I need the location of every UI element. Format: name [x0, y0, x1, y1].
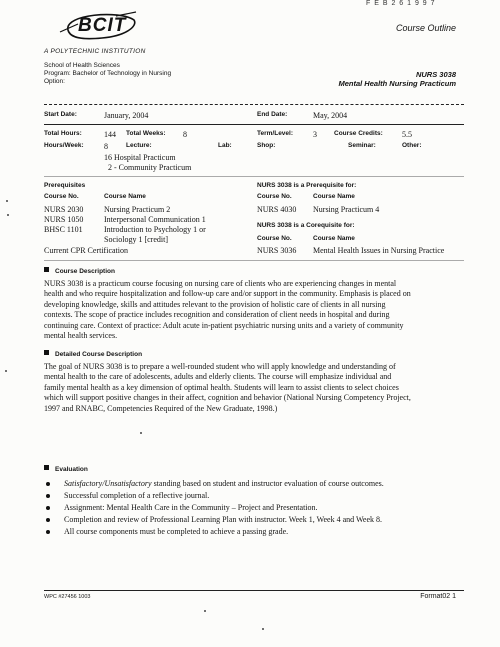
coreq-row-no: NURS 3036 [257, 246, 297, 255]
coreq-heading: NURS 3038 is a Corequisite for: [257, 222, 355, 229]
scan-speck [262, 628, 264, 630]
prereq-row-no: BHSC 1101 [44, 225, 83, 234]
course-description-heading: Course Description [44, 267, 115, 276]
prereq-row-no: NURS 1050 [44, 215, 84, 224]
prereq-col-name: Course Name [104, 193, 146, 200]
prereq-row-name: Interpersonal Communication 1 [104, 215, 206, 224]
prereq-row-name: Introduction to Psychology 1 or [104, 225, 206, 234]
coreq-col-name: Course Name [313, 235, 355, 242]
prereq-for-heading: NURS 3038 is a Prerequisite for: [257, 182, 357, 189]
hours-week-label: Hours/Week: [44, 142, 84, 149]
coreq-col-no: Course No. [257, 235, 292, 242]
prereq-row-name: Sociology 1 [credit] [104, 235, 168, 244]
evaluation-item: All course components must be completed to achieve a passing grade. [64, 527, 289, 536]
total-hours-label: Total Hours: [44, 130, 82, 137]
component-community: 2 - Community Practicum [108, 163, 192, 172]
prerequisites-heading: Prerequisites [44, 182, 86, 189]
evaluation-item: Satisfactory/Unsatisfactory standing based on student and instructor evaluation of course outcomes. [64, 479, 384, 488]
detailed-description-heading: Detailed Course Description [44, 350, 142, 359]
coreq-row-name: Mental Health Issues in Nursing Practice [313, 246, 445, 255]
evaluation-item: Completion and review of Professional Learning Plan with instructor. Week 1, Week 4 and Week 8. [64, 515, 382, 524]
prereq-col-no: Course No. [44, 193, 79, 200]
document-type: Course Outline [395, 23, 456, 33]
prereq-extra: Current CPR Certification [44, 246, 128, 255]
component-hospital: 16 Hospital Practicum [104, 153, 176, 162]
prereq-for-col-no: Course No. [257, 193, 292, 200]
evaluation-item: Assignment: Mental Health Care in the Community – Project and Presentation. [64, 503, 318, 512]
total-hours-value: 144 [104, 130, 116, 139]
evaluation-heading: Evaluation [44, 465, 88, 474]
course-title: Mental Health Nursing Practicum [338, 79, 456, 88]
prereq-row-no: NURS 2030 [44, 205, 84, 214]
bcit-logo [56, 10, 140, 44]
start-date-value: January, 2004 [104, 111, 149, 120]
term-level-label: Term/Level: [257, 130, 294, 137]
scan-speck [5, 370, 7, 372]
seminar-label: Seminar: [348, 142, 376, 149]
start-date-label: Start Date: [44, 111, 77, 118]
term-level-value: 3 [313, 130, 317, 139]
end-date-label: End Date: [257, 111, 288, 118]
prereq-divider [44, 176, 464, 177]
end-date-value: May, 2004 [313, 111, 348, 120]
list-bullet-icon [46, 506, 50, 510]
logo-text: BCIT [78, 15, 127, 36]
total-weeks-value: 8 [183, 130, 187, 139]
section-bullet-icon [44, 350, 49, 355]
section-bullet-icon [44, 465, 49, 470]
scan-speck [6, 200, 8, 202]
evaluation-item: Successful completion of a reflective journal. [64, 491, 210, 500]
prereq-for-col-name: Course Name [313, 193, 355, 200]
prereq-for-row-no: NURS 4030 [257, 205, 297, 214]
scan-speck [7, 214, 9, 216]
program-name: Program: Bachelor of Technology in Nursing [44, 70, 172, 77]
shop-label: Shop: [257, 142, 276, 149]
institution-tagline: A POLYTECHNIC INSTITUTION [44, 48, 146, 55]
scan-speck [204, 610, 206, 612]
schedule-divider [44, 124, 464, 125]
lecture-label: Lecture: [126, 142, 152, 149]
option-label: Option: [44, 78, 65, 85]
course-credits-label: Course Credits: [334, 130, 383, 137]
list-bullet-icon [46, 530, 50, 534]
school-name: School of Health Sciences [44, 62, 120, 69]
list-bullet-icon [46, 482, 50, 486]
received-stamp: F E B 2 6 1 9 9 7 [366, 0, 436, 7]
header-divider [44, 104, 464, 105]
course-description-text: NURS 3038 is a practicum course focusing on nursing care of clients who are experiencing changes in mental health and who require hospitalization and follow-up care and/or support in the community. Emphasis is placed on developing knowledge, skills and attitudes relevant to the provision of holistic care of clients in all nursing contexts. The scope of practice includes recognition and consideration of client needs in hospital and during continuing care. Context of practice: Adult acute in-patient psychiatric nursing units and a variety of community mental health services. [44, 279, 411, 341]
list-bullet-icon [46, 494, 50, 498]
prereq-row-name: Nursing Practicum 2 [104, 205, 171, 214]
course-credits-value: 5.5 [402, 130, 412, 139]
footer-format-page: Format02 1 [420, 593, 456, 600]
section-divider [44, 260, 464, 261]
footer-divider [44, 590, 464, 591]
section-bullet-icon [44, 267, 49, 272]
course-code: NURS 3038 [415, 70, 456, 79]
footer-code: WPC #27456 1003 [44, 594, 91, 600]
scan-speck [140, 432, 142, 434]
list-bullet-icon [46, 518, 50, 522]
lab-label: Lab: [218, 142, 232, 149]
prereq-for-row-name: Nursing Practicum 4 [313, 205, 380, 214]
other-label: Other: [402, 142, 422, 149]
detailed-description-text: The goal of NURS 3038 is to prepare a well-rounded student who will apply knowledge and understanding of mental health to the care of adolescents, adults and elderly clients. The course will emphasize individual and family mental health as a key dimension of optimal health. Students will learn to assist clients to select choices which will support positive changes in their affect, cognition and behavior (National Nursing Competency Project, 1997 and RNABC, Competencies Required of the New Graduate, 1998.) [44, 362, 411, 413]
hours-week-value: 8 [104, 142, 108, 151]
total-weeks-label: Total Weeks: [126, 130, 166, 137]
